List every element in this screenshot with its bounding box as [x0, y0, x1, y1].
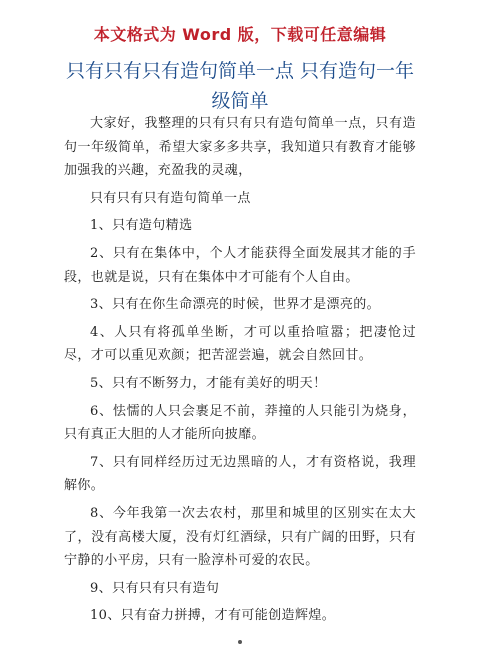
document-body	[64, 112, 416, 632]
format-banner: 本文格式为 Word 版，下载可任意编辑	[93, 25, 387, 44]
paragraph-intro: 大家好，我整理的只有只有只有造句简单一点，只有造句一年级简单，希望大家多多共享，我知道只有教育才能够加强我的兴趣，充盈我的灵魂，	[64, 116, 416, 179]
list-item: 10、只有奋力拼搏，才有可能创造辉煌。	[90, 608, 336, 624]
list-item: 5、只有不断努力，才能有美好的明天！	[90, 375, 327, 391]
list-item: 3、只有在你生命漂亮的时候，世界才是漂亮的。	[90, 297, 381, 313]
page-marker	[238, 640, 242, 644]
list-item: 9、只有只有只有造句	[90, 580, 220, 596]
list-item: 2、只有在集体中，个人才能获得全面发展其才能的手段，也就是说，只有在集体中才可能有个人自由。	[64, 245, 416, 285]
list-item: 1、只有造句精选	[90, 218, 193, 234]
list-item: 7、只有同样经历过无边黑暗的人，才有资格说，我理解你。	[64, 454, 416, 494]
list-item: 4、人只有将孤单坐断，才可以重拾喧嚣；把凄怆过尽，才可以重见欢颜；把苦涩尝遍，就会自然回甘。	[64, 324, 416, 364]
list-item: 6、怯懦的人只会裹足不前，莽撞的人只能引为烧身，只有真正大胆的人才能所向披靡。	[64, 403, 416, 443]
document-title: 只有只有只有造句简单一点 只有造句一年级简单	[65, 60, 415, 112]
list-item: 8、今年我第一次去农村，那里和城里的区别实在太大了，没有高楼大厦，没有灯红酒绿，只有广阔的田野，只有宁静的小平房，只有一脸淳朴可爱的农民。	[64, 505, 416, 569]
section-heading: 只有只有只有造句简单一点	[90, 190, 251, 206]
